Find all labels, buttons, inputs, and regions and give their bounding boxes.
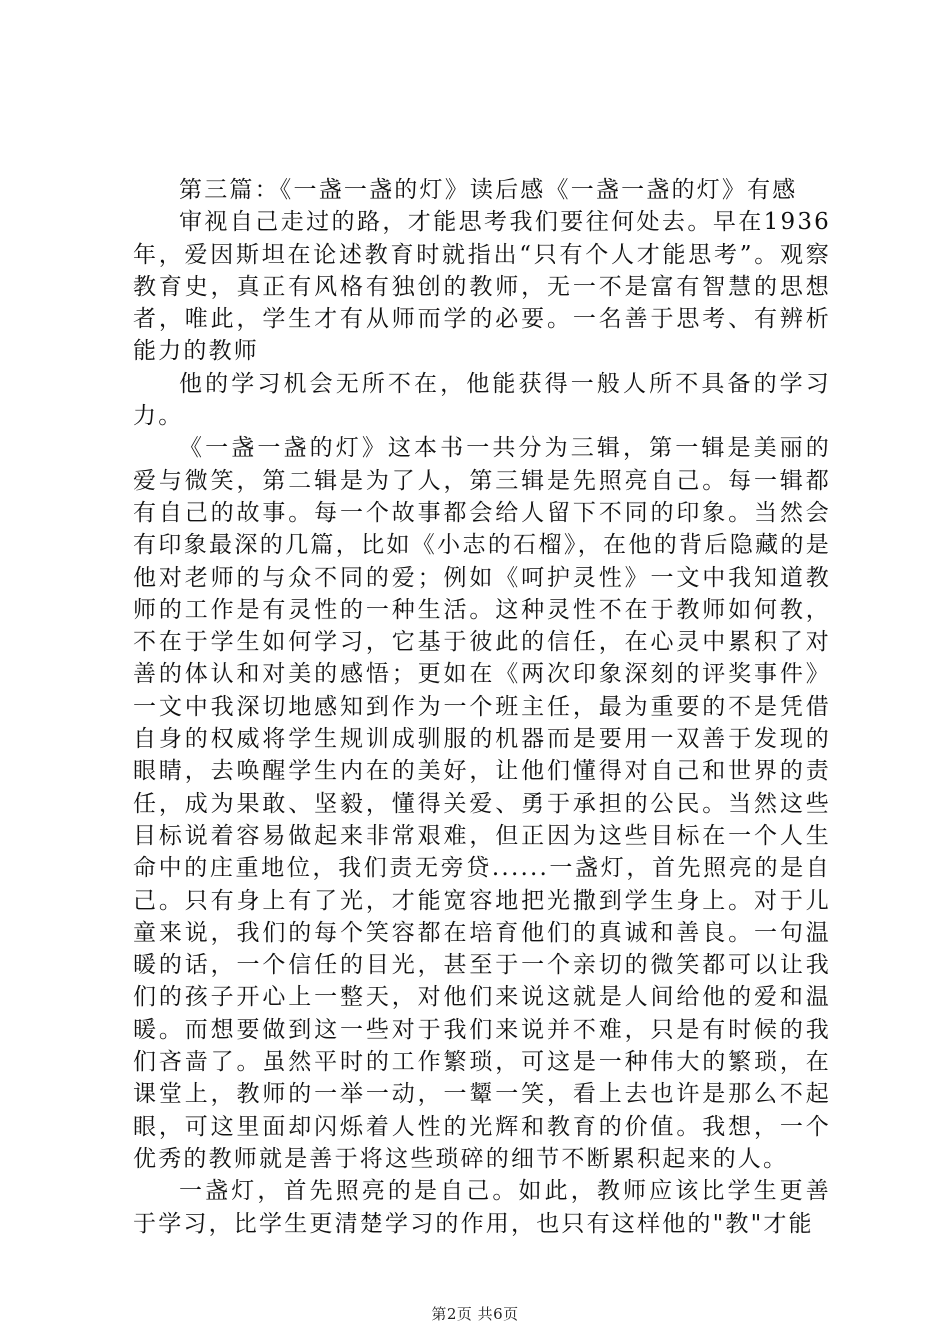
document-body — [133, 174, 831, 1240]
page-number: 第2页 共6页 — [431, 1305, 519, 1323]
paragraph-3: 《一盏一盏的灯》这本书一共分为三辑，第一辑是美丽的爱与微笑，第二辑是为了人，第三辑是先照亮自己。每一辑都有自己的故事。每一个故事都会给人留下不同的印象。当然会有印象最深的几篇，比如《小志的石榴》，在他的背后隐藏的是他对老师的与众不同的爱；例如《呵护灵性》一文中我知道教师的工作是有灵性的一种生活。这种灵性不在于教师如何教，不在于学生如何学习，它基于彼此的信任，在心灵中累积了对善的体认和对美的感悟；更如在《两次印象深刻的评奖事件》一文中我深切地感知到作为一个班主任，最为重要的不是凭借自身的权威将学生规训成驯服的机器而是要用一双善于发现的眼睛，去唤醒学生内在的美好，让他们懂得对自己和世界的责任，成为果敢、坚毅，懂得关爱、勇于承担的公民。当然这些目标说着容易做起来非常艰难，但正因为这些目标在一个人生命中的庄重地位，我们责无旁贷......一盏灯，首先照亮的是自己。只有身上有了光，才能宽容地把光撒到学生身上。对于儿童来说，我们的每个笑容都在培育他们的真诚和善良。一句温暖的话，一个信任的目光，甚至于一个亲切的微笑都可以让我们的孩子开心上一整天，对他们来说这就是人间给他的爱和温暖。而想要做到这一些对于我们来说并不难，只是有时候的我们吝啬了。虽然平时的工作繁琐，可这是一种伟大的繁琐，在课堂上，教师的一举一动，一颦一笑，看上去也许是那么不起眼，可这里面却闪烁着人性的光辉和教育的价值。我想，一个优秀的教师就是善于将这些琐碎的细节不断累积起来的人。 — [133, 435, 831, 1172]
paragraph-1: 审视自己走过的路，才能思考我们要往何处去。早在1936年，爱因斯坦在论述教育时就指出“只有个人才能思考”。观察教育史，真正有风格有独创的教师，无一不是富有智慧的思想者，唯此，学生才有从师而学的必要。一名善于思考、有辨析能力的教师 — [133, 209, 831, 365]
paragraph-2: 他的学习机会无所不在，他能获得一般人所不具备的学习力。 — [133, 370, 831, 430]
article-title: 第三篇：《一盏一盏的灯》读后感《一盏一盏的灯》有感 — [179, 177, 798, 203]
paragraph-4: 一盏灯，首先照亮的是自己。如此，教师应该比学生更善于学习，比学生更清楚学习的作用，也只有这样他的"教"才能 — [133, 1178, 831, 1237]
